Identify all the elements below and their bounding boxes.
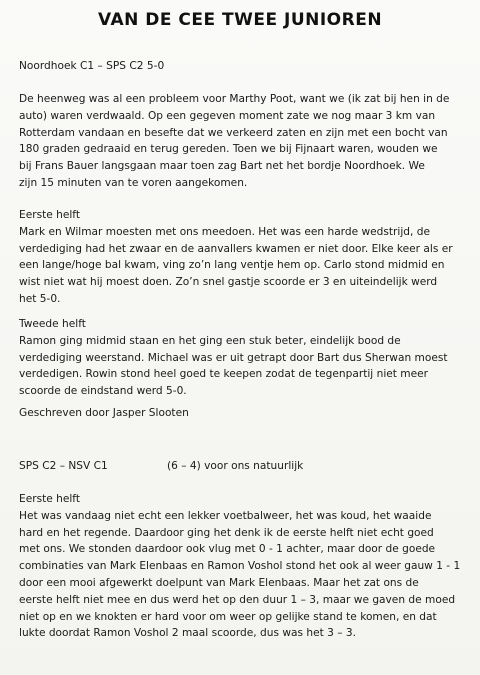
text-line: combinaties van Mark Elenbaas en Ramon Voshol stond het ook al weer gauw 1 - 1: [19, 560, 461, 573]
text-line: met ons. We stonden daardoor ook vlug met 0 - 1 achter, maar door de goede: [19, 543, 436, 556]
section-heading: Eerste helft: [19, 209, 80, 221]
section-heading: Eerste helft: [19, 493, 80, 505]
text-line: eerste helft niet mee en dus werd het op den duur 1 – 3, maar we gaven de moed: [19, 593, 456, 606]
text-line: De heenweg was al een probleem voor Marthy Poot, want we (ik zat bij hen in de: [19, 93, 450, 105]
text-line: hard en het regende. Daardoor ging het denk ik de eerste helft niet echt goed: [19, 526, 434, 539]
text-line: Rotterdam vandaan en besefte dat we verkeerd zaten en zijn met een bocht van: [19, 126, 448, 139]
match1-heading-text: Noordhoek C1 – SPS C2 5-0: [19, 60, 165, 72]
page-title: VAN DE CEE TWEE JUNIOREN: [97, 10, 383, 30]
text-line: het 5-0.: [19, 292, 61, 305]
match2-score: (6 – 4) voor ons natuurlijk: [167, 460, 304, 472]
match1-intro-paragraph: [19, 91, 465, 192]
text-line: niet op en we knokten er hard voor om weer op gelijke stand te komen, en dat: [19, 610, 437, 623]
text-line: Het was vandaag niet echt een lekker voetbalweer, het was koud, het waaide: [19, 509, 432, 522]
text-line: Mark en Wilmar moesten met ons meedoen. Het was een harde wedstrijd, de: [19, 225, 430, 238]
text-line: lukte doordat Ramon Voshol 2 maal scoorde, dus was het 3 – 3.: [19, 627, 357, 640]
text-line: Ramon ging midmid staan en het ging een stuk beter, eindelijk bood de: [19, 334, 401, 347]
match2-first-half: [19, 491, 465, 642]
text-line: 180 graden gedraaid en terug gereden. Toen we bij Fijnaart waren, wouden we: [19, 143, 438, 156]
text-line: bij Frans Bauer langsgaan maar toen zag Bart net het bordje Noordhoek. We: [19, 160, 425, 173]
author-line: Geschreven door Jasper Slooten: [19, 407, 189, 419]
text-line: zijn 15 minuten van te voren aangekomen.: [19, 176, 248, 189]
match1-second-half: [19, 316, 465, 400]
section-heading: Tweede helft: [19, 318, 86, 330]
text-line: verdediging had het zwaar en de aanvallers kwamen er niet door. Elke keer als er: [19, 242, 453, 255]
match2-heading: [19, 458, 465, 475]
text-line: auto) waren verdwaald. Op een gegeven moment zate we nog maar 3 km van: [19, 109, 436, 122]
match2-teams: SPS C2 – NSV C1: [19, 460, 108, 472]
text-line: een lange/hoge bal kwam, ving zo’n lang ventje hem op. Carlo stond midmid en: [19, 259, 445, 272]
text-line: verdediging weerstand. Michael was er uit getrapt door Bart dus Sherwan moest: [19, 351, 448, 364]
text-line: door een mooi afgewerkt doelpunt van Mark Elenbaas. Maar het zat ons de: [19, 576, 419, 589]
match1-author: [19, 405, 465, 422]
match1-first-half: [19, 207, 465, 308]
text-line: wist niet wat hij moest doen. Zo’n snel gastje scoorde er 3 en uiteindelijk werd: [19, 276, 438, 289]
match1-heading: [19, 58, 465, 75]
text-line: scoorde de eindstand werd 5-0.: [19, 385, 187, 398]
text-line: verdedigen. Rowin stond heel goed te keepen zodat de tegenpartij niet meer: [19, 368, 429, 381]
